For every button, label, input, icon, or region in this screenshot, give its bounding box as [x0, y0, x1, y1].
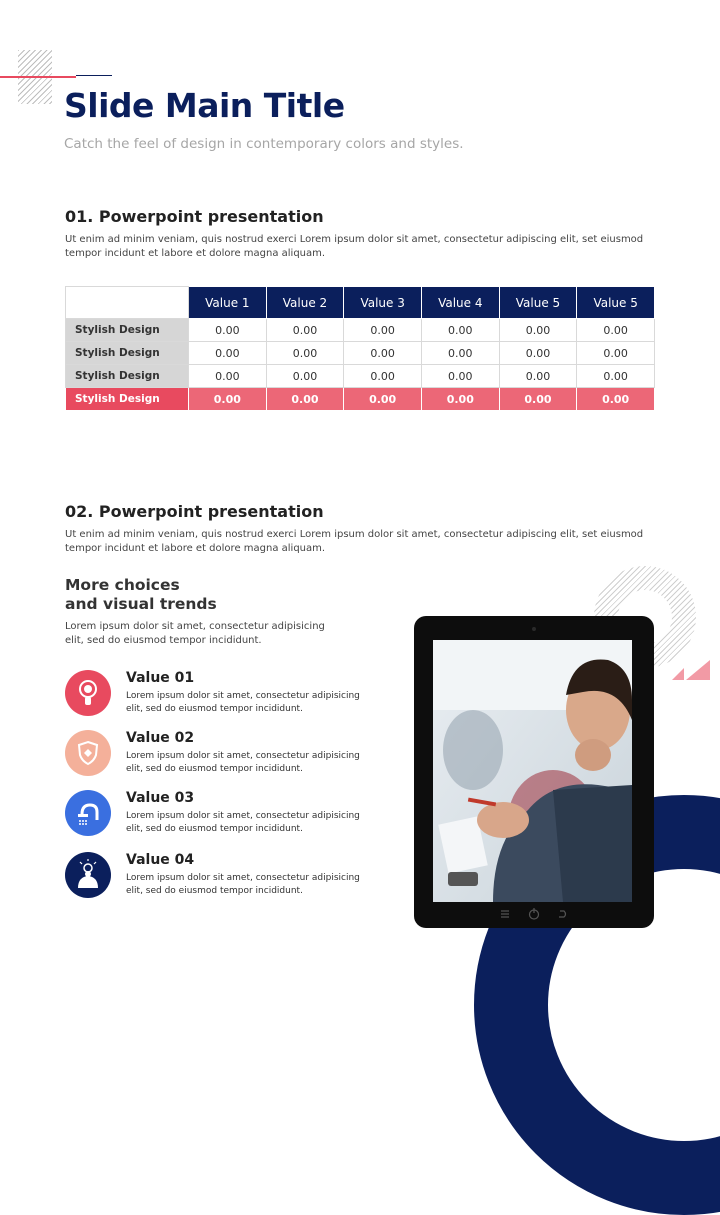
value-text: Lorem ipsum dolor sit amet, consectetur adipisicing elit, sed do eiusmod tempor incididunt.	[126, 873, 360, 896]
table-cell: 0.00	[499, 365, 577, 388]
page-title: Slide Main Title	[64, 86, 345, 125]
more-text: Lorem ipsum dolor sit amet, consectetur adipisicing elit, sed do eiusmod tempor incididunt.	[65, 621, 325, 646]
triangle-decoration	[672, 660, 712, 682]
row-label: Stylish Design	[66, 342, 189, 365]
row-label: Stylish Design	[66, 365, 189, 388]
table-cell: 0.00	[266, 342, 344, 365]
table-cell: 0.00	[189, 342, 267, 365]
table-cell: 0.00	[577, 388, 655, 411]
column-header: Value 1	[189, 287, 267, 319]
table-cell: 0.00	[421, 388, 499, 411]
row-label: Stylish Design	[66, 319, 189, 342]
table-cell: 0.00	[577, 342, 655, 365]
table-cell: 0.00	[266, 388, 344, 411]
tablet-photo	[433, 640, 632, 902]
more-heading-line2: and visual trends	[65, 595, 217, 613]
navy-accent-line	[76, 75, 112, 76]
table-row-highlight	[66, 388, 655, 411]
table-cell: 0.00	[577, 319, 655, 342]
section2-heading: 02. Powerpoint presentation	[65, 502, 324, 521]
page-subtitle: Catch the feel of design in contemporary colors and styles.	[64, 136, 464, 152]
table-row	[66, 342, 655, 365]
table-row	[66, 365, 655, 388]
value-item	[65, 730, 385, 780]
table-cell: 0.00	[344, 319, 422, 342]
value-title: Value 03	[126, 790, 195, 806]
table-cell: 0.00	[189, 388, 267, 411]
column-header: Value 5	[577, 287, 655, 319]
table-cell: 0.00	[266, 365, 344, 388]
table-corner-cell	[66, 287, 189, 319]
more-heading	[65, 576, 217, 614]
value-title: Value 02	[126, 730, 195, 746]
idea-person-icon	[65, 852, 111, 898]
table-cell: 0.00	[499, 342, 577, 365]
table-cell: 0.00	[344, 342, 422, 365]
value-item	[65, 670, 385, 720]
table-cell: 0.00	[344, 365, 422, 388]
more-heading-line1: More choices	[65, 576, 180, 594]
table-cell: 0.00	[189, 319, 267, 342]
value-text: Lorem ipsum dolor sit amet, consectetur adipisicing elit, sed do eiusmod tempor incididunt.	[126, 811, 360, 834]
column-header: Value 4	[421, 287, 499, 319]
data-table	[65, 286, 655, 411]
tablet-nav-buttons	[498, 907, 570, 921]
value-text: Lorem ipsum dolor sit amet, consectetur adipisicing elit, sed do eiusmod tempor incididunt.	[126, 691, 360, 714]
table-cell: 0.00	[499, 319, 577, 342]
table-cell: 0.00	[577, 365, 655, 388]
table-cell: 0.00	[421, 319, 499, 342]
shower-icon	[65, 790, 111, 836]
table-cell: 0.00	[421, 342, 499, 365]
value-item	[65, 852, 385, 902]
value-text: Lorem ipsum dolor sit amet, consectetur adipisicing elit, sed do eiusmod tempor incididunt.	[126, 751, 360, 774]
value-title: Value 01	[126, 670, 195, 686]
section1-heading: 01. Powerpoint presentation	[65, 207, 324, 226]
camera-icon	[532, 627, 536, 631]
table-cell: 0.00	[344, 388, 422, 411]
column-header: Value 3	[344, 287, 422, 319]
section2-text: Ut enim ad minim veniam, quis nostrud exerci Lorem ipsum dolor sit amet, consectetur adipiscing elit, set eiusmod tempor incidunt et labore et dolore magna aliquam.	[65, 529, 644, 554]
table-header-row	[66, 287, 655, 319]
table-cell: 0.00	[499, 388, 577, 411]
shield-icon	[65, 730, 111, 776]
table-row	[66, 319, 655, 342]
value-item	[65, 790, 385, 840]
column-header: Value 5	[499, 287, 577, 319]
red-accent-line	[0, 76, 76, 78]
table-cell: 0.00	[421, 365, 499, 388]
column-header: Value 2	[266, 287, 344, 319]
value-title: Value 04	[126, 852, 195, 868]
row-label: Stylish Design	[66, 388, 189, 411]
table-cell: 0.00	[266, 319, 344, 342]
section1-text: Ut enim ad minim veniam, quis nostrud exerci Lorem ipsum dolor sit amet, consectetur adipiscing elit, set eiusmod tempor incidunt et labore et dolore magna aliquam.	[65, 234, 644, 259]
table-cell: 0.00	[189, 365, 267, 388]
microphone-icon	[65, 670, 111, 716]
